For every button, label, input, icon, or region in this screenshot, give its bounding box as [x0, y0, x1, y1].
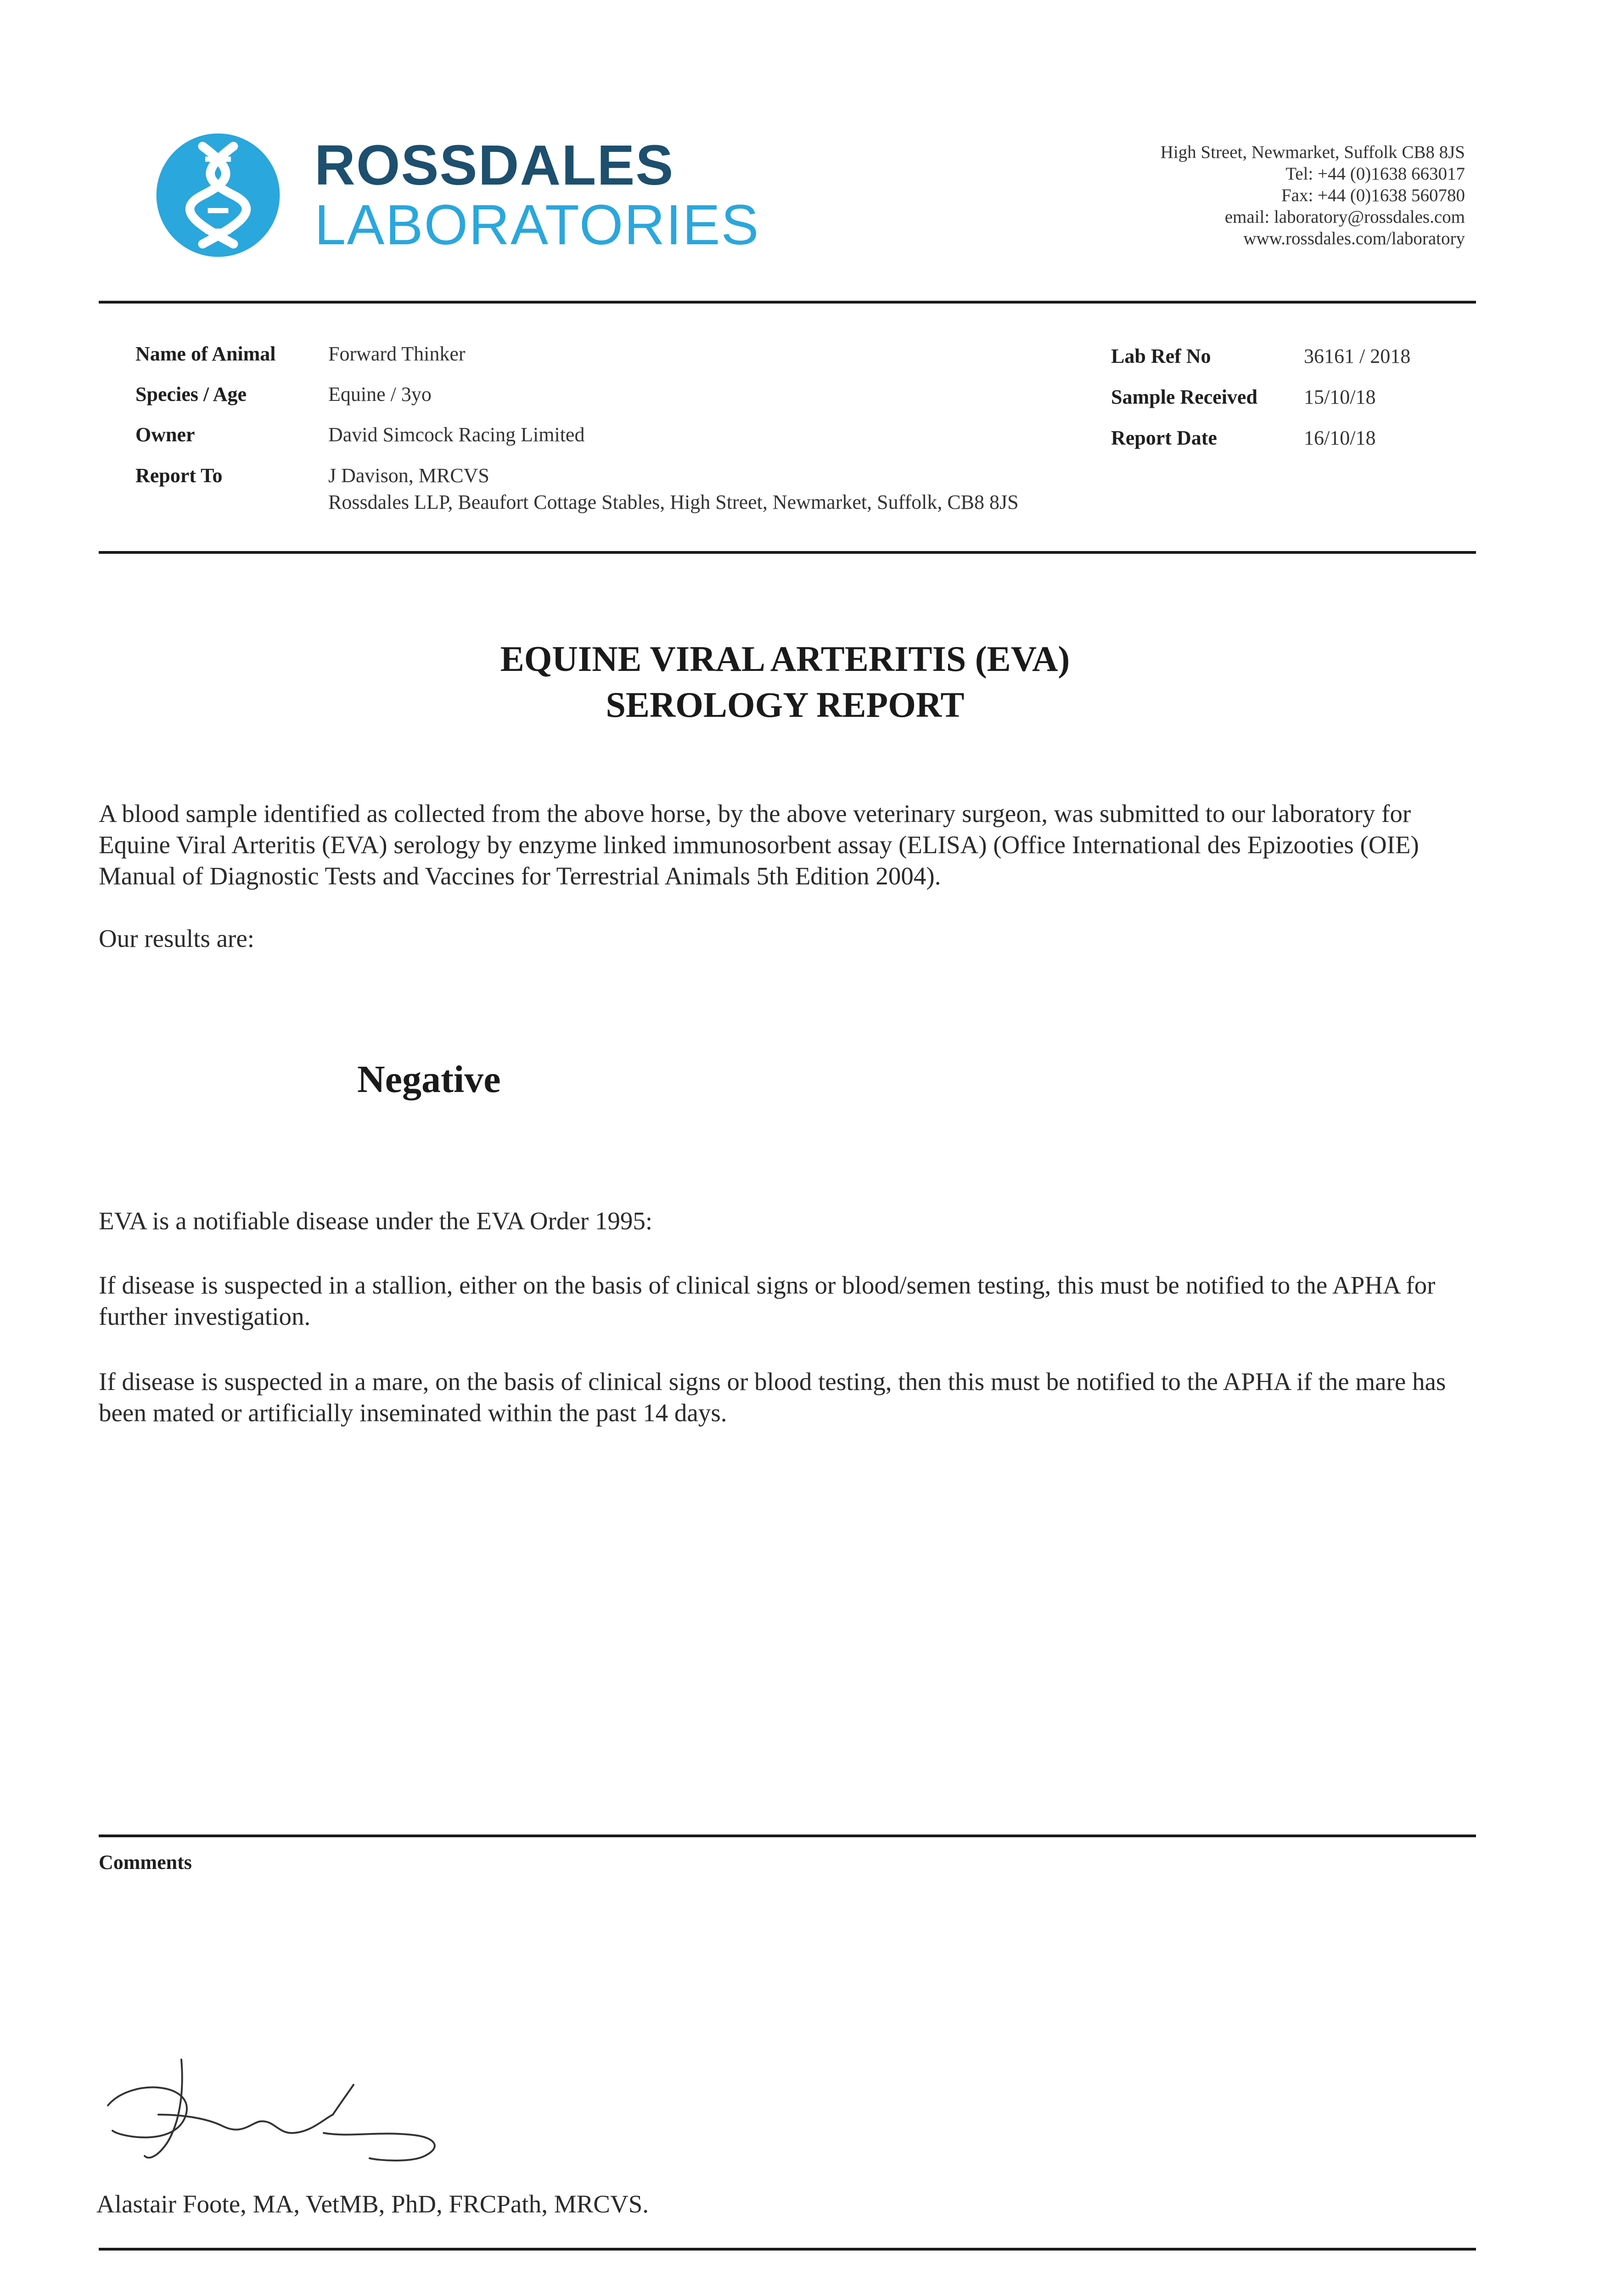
sample-received-value: 15/10/18: [1304, 386, 1376, 408]
lab-ref-label: Lab Ref No: [1111, 345, 1211, 367]
brand-subname: LABORATORIES: [314, 194, 760, 257]
details-divider: [99, 551, 1476, 554]
brand-name: ROSSDALES: [314, 134, 674, 197]
report-date-label: Report Date: [1111, 427, 1217, 449]
results-lead: Our results are:: [99, 924, 255, 952]
name-of-animal-value: Forward Thinker: [328, 343, 466, 365]
header-divider: [99, 301, 1476, 304]
intro-paragraph: A blood sample identified as collected from the above horse, by the above veterinary surgeon, was submitted to our laboratory for Equine Viral Arteritis (EVA) serology by enzyme linked immunosorbent assay (ELISA) (Office International des Epizooties (OIE) Manual of Diagnostic Tests and Vaccines for Terrestrial Animals 5th Edition 2004).: [99, 799, 1419, 890]
name-of-animal-label: Name of Animal: [135, 343, 276, 365]
result-value: Negative: [357, 1058, 501, 1101]
report-title: [0, 636, 1570, 728]
contact-email[interactable]: email: laboratory@rossdales.com: [1224, 207, 1465, 227]
comments-divider: [99, 1835, 1476, 1837]
report-title-line1: EQUINE VIRAL ARTERITIS (EVA): [500, 639, 1070, 679]
footer-divider: [99, 2248, 1476, 2251]
report-to-name: J Davison, MRCVS: [328, 464, 489, 487]
species-age-label: Species / Age: [135, 383, 247, 405]
sample-received-label: Sample Received: [1111, 386, 1257, 408]
contact-website[interactable]: www.rossdales.com/laboratory: [1243, 229, 1465, 248]
contact-address: High Street, Newmarket, Suffolk CB8 8JS: [1160, 142, 1465, 162]
comments-label: Comments: [99, 1851, 192, 1874]
contact-block: [1161, 141, 1465, 249]
dna-helix-icon: [154, 131, 282, 259]
report-to-label: Report To: [135, 464, 223, 487]
owner-value: David Simcock Racing Limited: [328, 423, 585, 446]
notifiable-statement: EVA is a notifiable disease under the EVA Order 1995:: [99, 1207, 653, 1235]
stallion-note: If disease is suspected in a stallion, either on the basis of clinical signs or blood/semen testing, this must be notified to the APHA for further investigation.: [99, 1271, 1436, 1330]
contact-fax: Fax: +44 (0)1638 560780: [1281, 186, 1465, 205]
contact-tel: Tel: +44 (0)1638 663017: [1285, 164, 1465, 184]
signature-image: [94, 2046, 461, 2174]
mare-note: If disease is suspected in a mare, on the basis of clinical signs or blood testing, then this must be notified to the APHA if the mare has been mated or artificially inseminated within the past 14 days.: [99, 1367, 1446, 1427]
signer-name: Alastair Foote, MA, VetMB, PhD, FRCPath, MRCVS.: [96, 2190, 649, 2218]
report-date-value: 16/10/18: [1304, 427, 1376, 449]
report-to-address: Rossdales LLP, Beaufort Cottage Stables, High Street, Newmarket, Suffolk, CB8 8JS: [328, 491, 1019, 513]
lab-ref-value: 36161 / 2018: [1304, 345, 1411, 367]
species-age-value: Equine / 3yo: [328, 383, 432, 405]
owner-label: Owner: [135, 423, 195, 446]
report-title-line2: SEROLOGY REPORT: [606, 685, 965, 725]
